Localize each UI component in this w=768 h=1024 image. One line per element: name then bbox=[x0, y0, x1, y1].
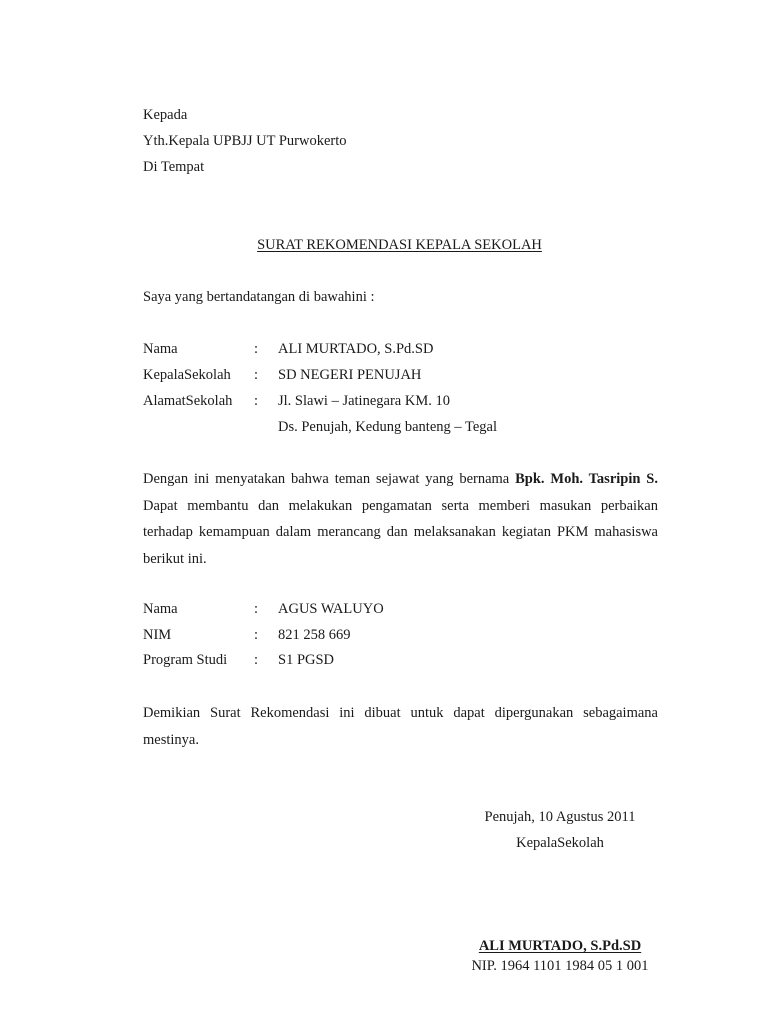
student-name-value: AGUS WALUYO bbox=[278, 601, 384, 617]
student-program-colon: : bbox=[254, 652, 259, 668]
student-program-value: S1 PGSD bbox=[278, 652, 335, 668]
signer-role-label: KepalaSekolah bbox=[143, 367, 231, 383]
signer-name-value: ALI MURTADO, S.Pd.SD bbox=[278, 341, 434, 357]
signer-name-colon: : bbox=[254, 341, 259, 357]
statement-paragraph bbox=[143, 466, 658, 572]
student-nim-value: 821 258 669 bbox=[278, 627, 351, 643]
signer-address-colon: : bbox=[254, 393, 259, 409]
statement-line-1-text: Dengan ini menyatakan bahwa teman sejawat yang bernama bbox=[143, 471, 516, 487]
colleague-name: Bpk. Moh. Tasripin S. bbox=[515, 471, 658, 487]
intro-text: Saya yang bertandatangan di bawahini : bbox=[143, 289, 375, 305]
signer-address-label: AlamatSekolah bbox=[143, 393, 233, 409]
addressee-line-2: Yth.Kepala UPBJJ UT Purwokerto bbox=[143, 133, 347, 149]
closing-line-1: Demikian Surat Rekomendasi ini dibuat untuk dapat dipergunakan sebagaimana bbox=[143, 705, 658, 721]
signer-address-value-1: Jl. Slawi – Jatinegara KM. 10 bbox=[278, 393, 450, 409]
student-program-label: Program Studi bbox=[143, 652, 228, 668]
signature-name: ALI MURTADO, S.Pd.SD bbox=[478, 938, 642, 954]
statement-line-4: berikut ini. bbox=[143, 550, 207, 567]
addressee-line-1: Kepada bbox=[143, 107, 188, 123]
statement-line-2: Dapat membantu dan melakukan pengamatan serta memberi masukan perbaikan bbox=[143, 497, 658, 514]
signer-address-value-2: Ds. Penujah, Kedung banteng – Tegal bbox=[278, 419, 497, 435]
statement-line-3: terhadap kemampuan dalam merancang dan melaksanakan kegiatan PKM mahasiswa bbox=[143, 524, 658, 540]
statement-line-1 bbox=[143, 466, 658, 493]
student-nim-label: NIM bbox=[143, 627, 172, 643]
signer-position: KepalaSekolah bbox=[516, 835, 604, 851]
closing-line-2: mestinya. bbox=[143, 731, 199, 748]
student-nim-colon: : bbox=[254, 627, 259, 643]
addressee-line-3: Di Tempat bbox=[143, 159, 205, 175]
place-date: Penujah, 10 Agustus 2011 bbox=[484, 809, 636, 825]
signer-role-colon: : bbox=[254, 367, 259, 383]
student-name-colon: : bbox=[254, 601, 259, 617]
signer-role-value: SD NEGERI PENUJAH bbox=[278, 367, 422, 383]
signer-name-label: Nama bbox=[143, 341, 178, 357]
student-name-label: Nama bbox=[143, 601, 178, 617]
signature-nip: NIP. 1964 1101 1984 05 1 001 bbox=[471, 958, 649, 974]
signature-name-wrap bbox=[460, 937, 660, 955]
closing-paragraph bbox=[143, 700, 658, 753]
letter-title: SURAT REKOMENDASI KEPALA SEKOLAH bbox=[257, 237, 542, 253]
